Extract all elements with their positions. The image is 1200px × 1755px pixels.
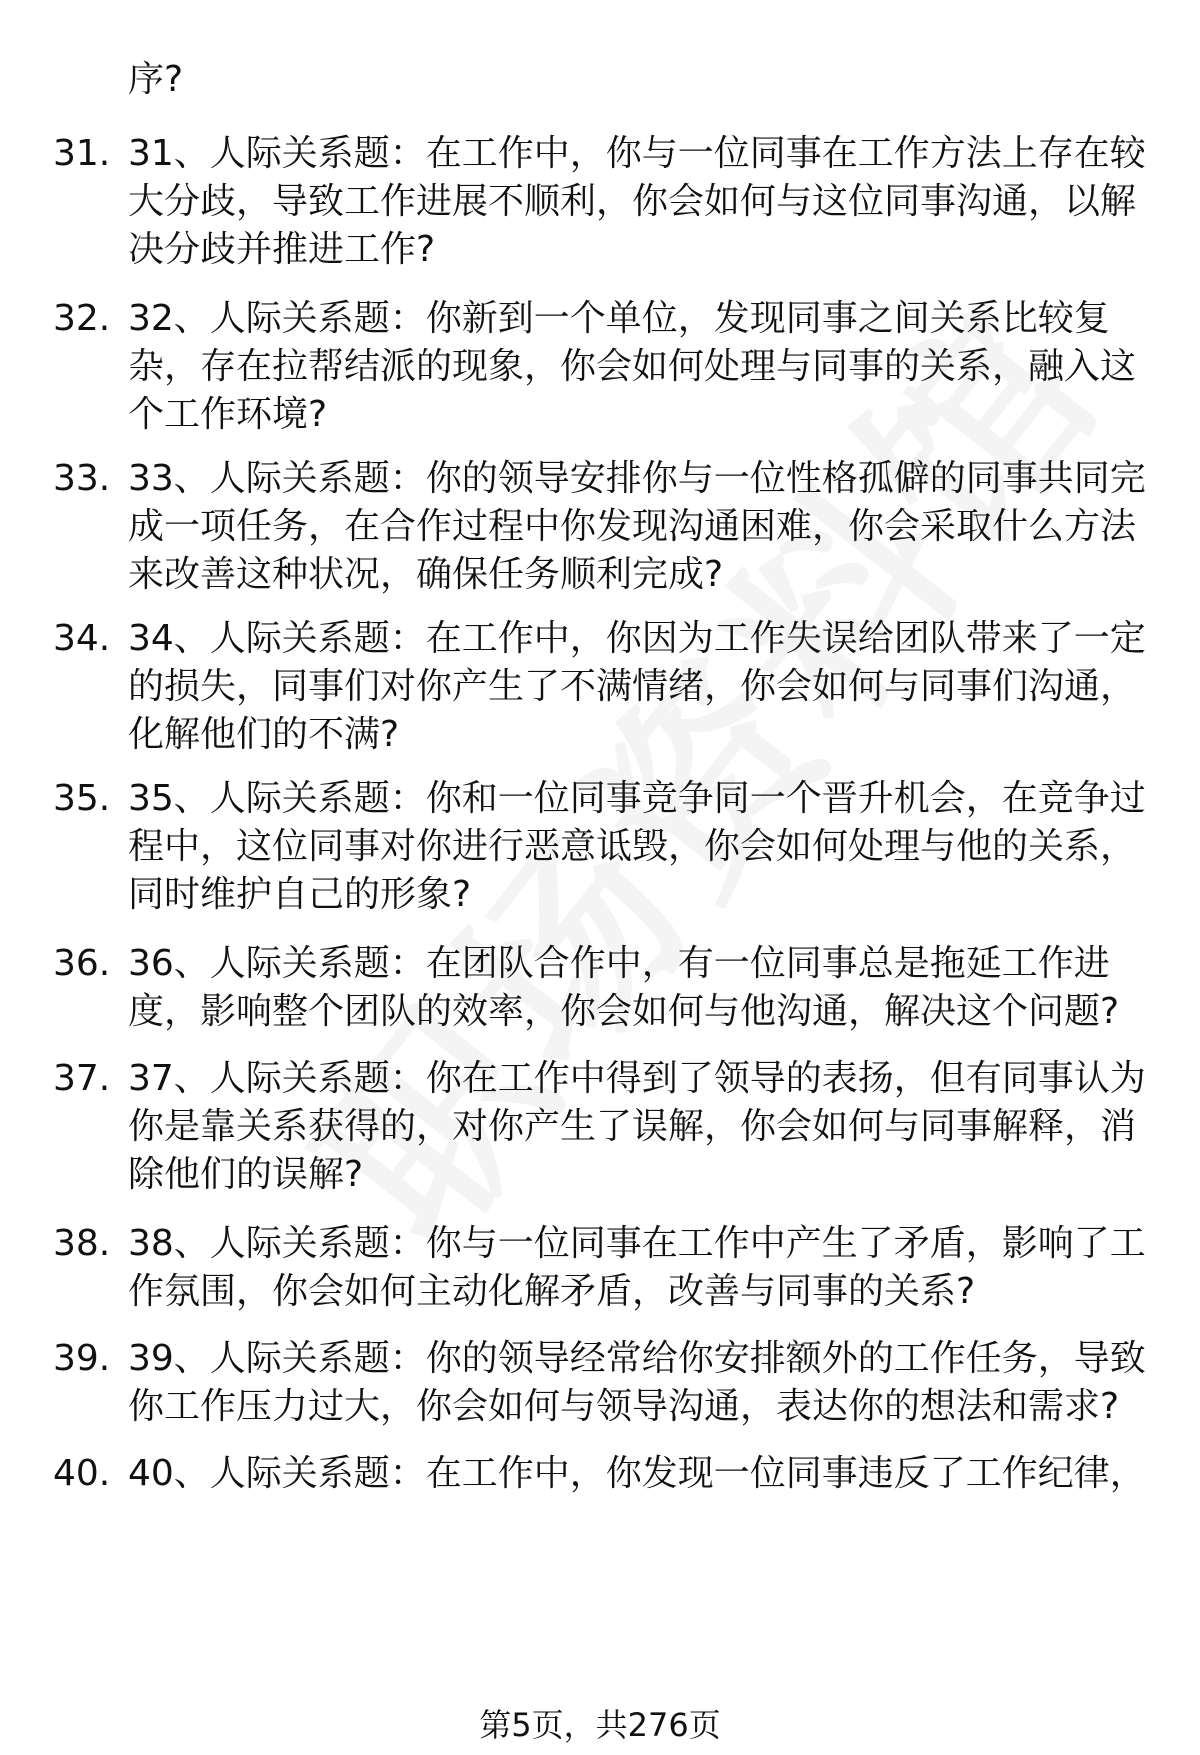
- item-text: 37、人际关系题：你在工作中得到了领导的表扬，但有同事认为你是靠关系获得的，对你产生了误解，你会如何与同事解释，消除他们的误解?: [128, 1058, 1146, 1195]
- item-text: 39、人际关系题：你的领导经常给你安排额外的工作任务，导致你工作压力过大，你会如何与领导沟通，表达你的想法和需求?: [128, 1338, 1146, 1427]
- item-number: 37.: [53, 1058, 111, 1099]
- item-number: 36.: [53, 943, 111, 984]
- item-number: 31.: [53, 133, 111, 174]
- item-number: 40.: [53, 1453, 111, 1494]
- item-text: 32、人际关系题：你新到一个单位，发现同事之间关系比较复杂，存在拉帮结派的现象，你会如何处理与同事的关系，融入这个工作环境?: [128, 298, 1137, 435]
- item-text: 31、人际关系题：在工作中，你与一位同事在工作方法上存在较大分歧，导致工作进展不顺利，你会如何与这位同事沟通，以解决分歧并推进工作?: [128, 133, 1146, 270]
- item-number: 32.: [53, 298, 111, 339]
- item-text: 33、人际关系题：你的领导安排你与一位性格孤僻的同事共同完成一项任务，在合作过程中你发现沟通困难，你会采取什么方法来改善这种状况，确保任务顺利完成?: [128, 458, 1146, 595]
- item-number: 39.: [53, 1338, 111, 1379]
- continuation-text: 序?: [128, 59, 184, 100]
- page-footer: 第5页，共276页: [479, 1706, 721, 1744]
- item-text: 34、人际关系题：在工作中，你因为工作失误给团队带来了一定的损失，同事们对你产生了不满情绪，你会如何与同事们沟通，化解他们的不满?: [128, 618, 1146, 755]
- item-text: 36、人际关系题：在团队合作中，有一位同事总是拖延工作进度，影响整个团队的效率，你会如何与他沟通，解决这个问题?: [128, 943, 1120, 1032]
- item-number: 34.: [53, 618, 111, 659]
- item-text: 35、人际关系题：你和一位同事竞争同一个晋升机会，在竞争过程中，这位同事对你进行恶意诋毁，你会如何处理与他的关系，同时维护自己的形象?: [128, 778, 1146, 915]
- item-text: 40、人际关系题：在工作中，你发现一位同事违反了工作纪律，: [128, 1453, 1146, 1494]
- item-number: 33.: [53, 458, 111, 499]
- item-number: 38.: [53, 1223, 111, 1264]
- item-text: 38、人际关系题：你与一位同事在工作中产生了矛盾，影响了工作氛围，你会如何主动化解矛盾，改善与同事的关系?: [128, 1223, 1146, 1312]
- item-number: 35.: [53, 778, 111, 819]
